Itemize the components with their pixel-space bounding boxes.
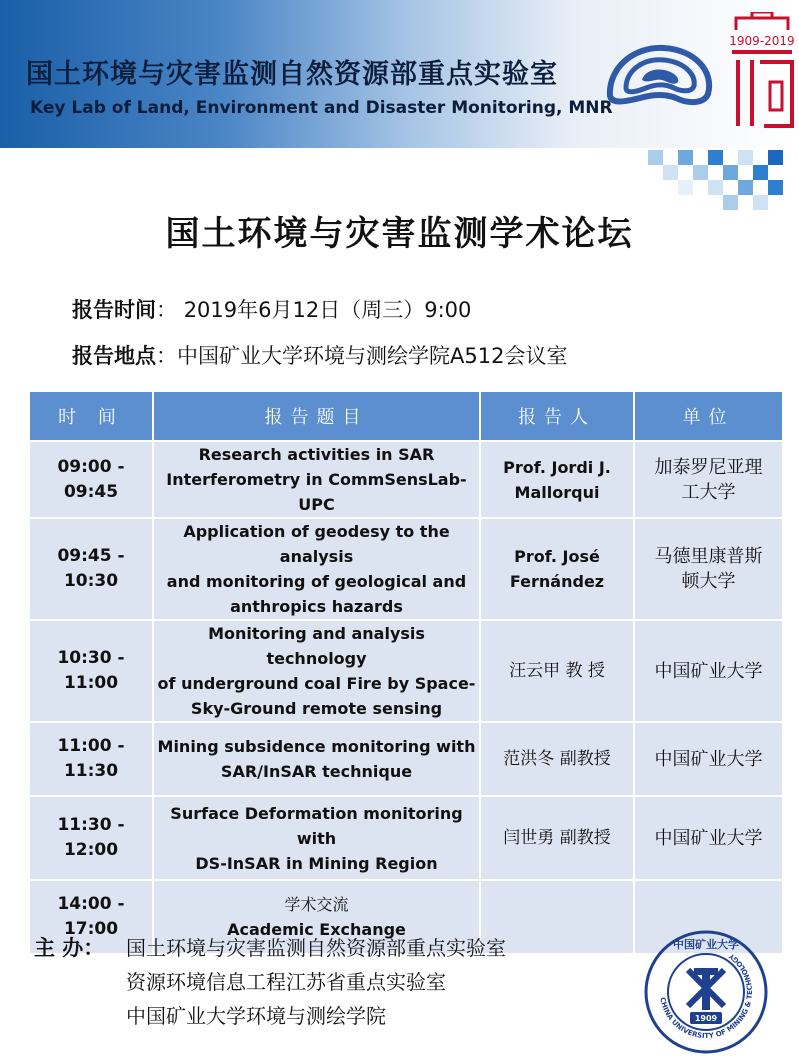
table-row [30,619,782,721]
title-line: Academic Exchange [227,920,406,939]
host-label: 主 办： [34,936,105,960]
header-speaker: 报告人 [481,392,635,440]
header-unit: 单位 [635,392,782,440]
title-line: DS-InSAR in Mining Region [195,853,438,873]
row-unit [635,440,782,517]
row-speaker [481,440,635,517]
forum-title: 国土环境与灾害监测学术论坛 [165,214,634,254]
header-title: 报告题目 [154,392,481,440]
title-line: 学术交流 [284,895,349,914]
row-speaker: 汪云甲 教 授 [481,619,635,721]
title-line: SAR/InSAR technique [220,762,413,781]
lab-logo-icon [604,42,716,106]
table-header-row [30,392,782,440]
row-time: 09:45 - 10:30 [30,517,154,619]
row-title [154,619,481,721]
table-row [30,795,782,879]
row-unit: 中国矿业大学 [635,721,782,795]
row-speaker: 范洪冬 副教授 [481,721,635,795]
seal-year: 1909 [694,1014,718,1023]
row-title [154,440,481,517]
report-place-value: 中国矿业大学环境与测绘学院A512会议室 [177,344,568,368]
title-line: anthropics hazards [230,597,403,616]
lab-title-chinese: 国土环境与灾害监测自然资源部重点实验室 [26,59,558,90]
header-time: 时 间 [30,392,154,440]
speaker-line: Fernández [509,572,605,591]
seal-top-text: 中国矿业大学 [673,938,739,951]
report-place-label: 报告地点 [72,344,156,368]
host-line: 资源环境信息工程江苏省重点实验室 [126,970,446,994]
decorative-squares [648,150,798,210]
row-unit: 中国矿业大学 [635,795,782,879]
speaker-line: Prof. José [514,547,600,566]
title-line: and monitoring of geological and [166,572,467,591]
host-line: 国土环境与灾害监测自然资源部重点实验室 [126,936,506,960]
host-line: 中国矿业大学环境与测绘学院 [126,1004,386,1028]
table-row [30,440,782,517]
report-time-value: 2019年6月12日（周三）9:00 [183,298,472,322]
speaker-line: Mallorqui [514,482,600,502]
unit-line: 加泰罗尼亚理 [654,456,763,478]
row-title [154,517,481,619]
table-row [30,721,782,795]
row-unit [635,517,782,619]
title-line: Application of geodesy to the analysis [183,522,450,566]
unit-line: 工大学 [681,481,736,503]
row-title [154,795,481,879]
anniversary-years: 1909-2019 [729,34,795,48]
speaker-line: Prof. Jordi J. [503,457,611,477]
title-line: Sky-Ground remote sensing [190,699,443,718]
header-banner [0,0,799,148]
title-line: Interferometry in CommSensLab-UPC [166,470,467,514]
title-line: Monitoring and analysis technology [208,624,425,668]
row-speaker [481,517,635,619]
unit-line: 马德里康普斯 [654,546,763,567]
unit-line: 顿大学 [681,571,736,592]
table-row [30,517,782,619]
title-line: Mining subsidence monitoring with [157,737,476,756]
title-line: Surface Deformation monitoring with [170,803,463,848]
row-unit: 中国矿业大学 [635,619,782,721]
title-line: of underground coal Fire by Space- [157,674,476,693]
university-seal-icon [644,930,768,1054]
title-line: Research activities in SAR [198,445,435,464]
row-speaker: 闫世勇 副教授 [481,795,635,879]
row-time: 09:00 - 09:45 [30,440,154,517]
row-time: 14:00 - 17:00 [30,879,154,953]
schedule-table [30,392,782,953]
seal-ring-text: CHINA UNIVERSITY OF MINING & TECHNOLOGY [658,951,755,1041]
anniversary-logo-icon [728,12,796,130]
lab-title-english: Key Lab of Land, Environment and Disaster Monitoring, MNR [30,98,613,118]
report-place-line: 报告地点：中国矿业大学环境与测绘学院A512会议室 [72,344,568,368]
row-time: 11:30 - 12:00 [30,795,154,879]
row-title [154,721,481,795]
row-time: 11:00 - 11:30 [30,721,154,795]
report-time-label: 报告时间 [72,298,156,322]
report-time-line: 报告时间： 2019年6月12日（周三）9:00 [72,298,472,322]
row-time: 10:30 - 11:00 [30,619,154,721]
